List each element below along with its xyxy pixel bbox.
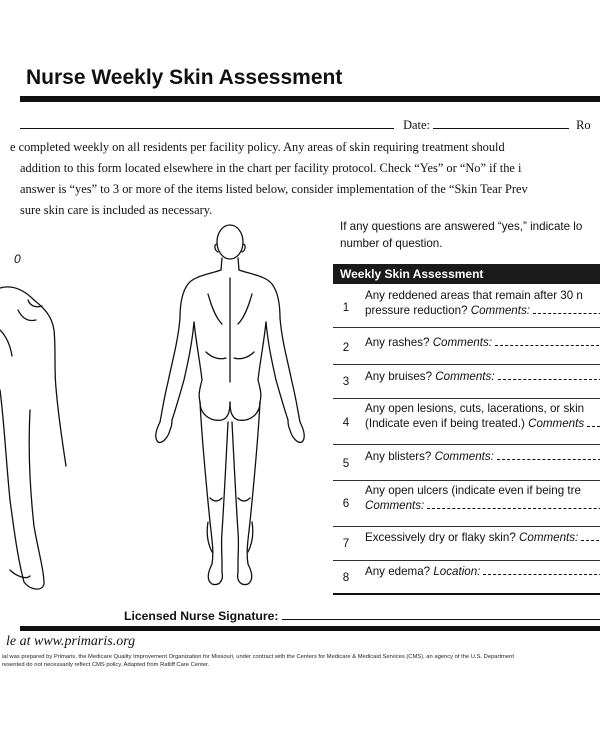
row-number: 1 — [342, 301, 350, 314]
row-text — [365, 483, 600, 513]
signature-line — [124, 609, 600, 623]
row-question: Any edema? — [365, 565, 431, 578]
signature-field[interactable] — [282, 609, 600, 620]
location-field[interactable] — [483, 565, 600, 575]
row-number: 2 — [342, 341, 350, 354]
row-question-line2 — [365, 498, 600, 513]
footer-rule — [20, 626, 600, 631]
row-question-line2: pressure reduction? Comments: — [365, 303, 600, 318]
row-text — [365, 449, 600, 464]
row-number: 6 — [342, 497, 350, 510]
document-title: Nurse Weekly Skin Assessment — [26, 66, 343, 89]
row-number: 3 — [342, 375, 350, 388]
row-text — [365, 564, 600, 579]
row-number: 4 — [342, 416, 350, 429]
assessment-row-6 — [333, 480, 600, 527]
row-question-line2: (Indicate even if being treated.) Comments — [365, 416, 600, 431]
assessment-row-7 — [333, 526, 600, 561]
header-fields-line — [20, 118, 591, 133]
comments-label: Comments: — [432, 336, 492, 349]
row-text — [365, 288, 600, 318]
fine-print-line-2: resented do not necessarily reflect CMS policy. Adapted from Ratliff Care Center. — [2, 662, 210, 668]
row-text — [365, 401, 600, 431]
row-question: Excessively dry or flaky skin? — [365, 531, 516, 544]
row-question: Any rashes? — [365, 336, 430, 349]
intro-line-2: addition to this form located elsewhere in the chart per facility protocol. Check “Yes” or “No” if the i — [20, 161, 522, 175]
row-question-line1: Any reddened areas that remain after 30 n — [365, 289, 583, 302]
row-number: 5 — [342, 457, 350, 470]
location-label: Location: — [433, 565, 481, 578]
comments-label: Comments: — [365, 499, 425, 512]
comments-label: Comments: — [434, 450, 494, 463]
fine-print-line-1: ial was prepared by Primaris, the Medicare Quality Improvement Organization for Missouri, under contract with the Centers for Medicare & Medicaid Services (CMS), an agency of the U.S. Department — [2, 654, 514, 660]
intro-line-3: answer is “yes” to 3 or more of the items listed below, consider implementation of the “Skin Tear Prev — [20, 182, 528, 196]
assessment-row-4 — [333, 398, 600, 445]
comments-label: Comments: — [519, 531, 579, 544]
assessment-row-5 — [333, 444, 600, 481]
date-field-line[interactable] — [433, 118, 569, 129]
comments-field[interactable] — [498, 370, 600, 380]
row-question: Any blisters? — [365, 450, 432, 463]
note-line-1: If any questions are answered “yes,” indicate lo — [340, 220, 583, 233]
comments-field[interactable] — [497, 450, 600, 460]
assessment-row-3 — [333, 364, 600, 399]
instruction-note — [340, 218, 582, 252]
row-text — [365, 369, 600, 384]
name-field-line[interactable] — [20, 118, 394, 129]
row-text — [365, 335, 600, 350]
note-line-2: number of question. — [340, 237, 443, 250]
intro-paragraph — [0, 137, 600, 221]
comments-field[interactable] — [581, 531, 600, 541]
header-right-fragment: Ro — [576, 118, 591, 132]
footer-website-link[interactable]: le at www.primaris.org — [6, 634, 136, 649]
row-question-line1: Any open ulcers (indicate even if being tre — [365, 484, 581, 497]
comments-label: Comments: — [435, 370, 495, 383]
body-front-figure-partial — [0, 270, 80, 610]
assessment-row-1 — [333, 285, 600, 328]
body-back-figure — [150, 222, 310, 592]
comments-label: Comments — [528, 417, 585, 430]
row-number: 8 — [342, 571, 350, 584]
comments-field[interactable] — [495, 336, 600, 346]
row-question-line1: Any open lesions, cuts, lacerations, or skin — [365, 402, 585, 415]
assessment-table-header: Weekly Skin Assessment — [333, 264, 600, 284]
row-number: 7 — [342, 537, 350, 550]
intro-line-4: sure skin care is included as necessary. — [20, 203, 213, 217]
title-rule — [20, 96, 600, 102]
row-text — [365, 530, 600, 545]
side-mark: 0 — [14, 252, 21, 266]
date-label: Date: — [403, 118, 430, 132]
row-question: Any bruises? — [365, 370, 433, 383]
comments-field[interactable] — [427, 499, 600, 509]
comments-field[interactable] — [533, 304, 600, 314]
comments-label: Comments: — [470, 304, 530, 317]
intro-line-1: e completed weekly on all residents per facility policy. Any areas of skin requiring treatment should — [10, 140, 505, 154]
signature-label: Licensed Nurse Signature: — [124, 609, 279, 623]
assessment-row-8 — [333, 560, 600, 595]
comments-field[interactable] — [587, 417, 600, 427]
assessment-row-2 — [333, 327, 600, 365]
